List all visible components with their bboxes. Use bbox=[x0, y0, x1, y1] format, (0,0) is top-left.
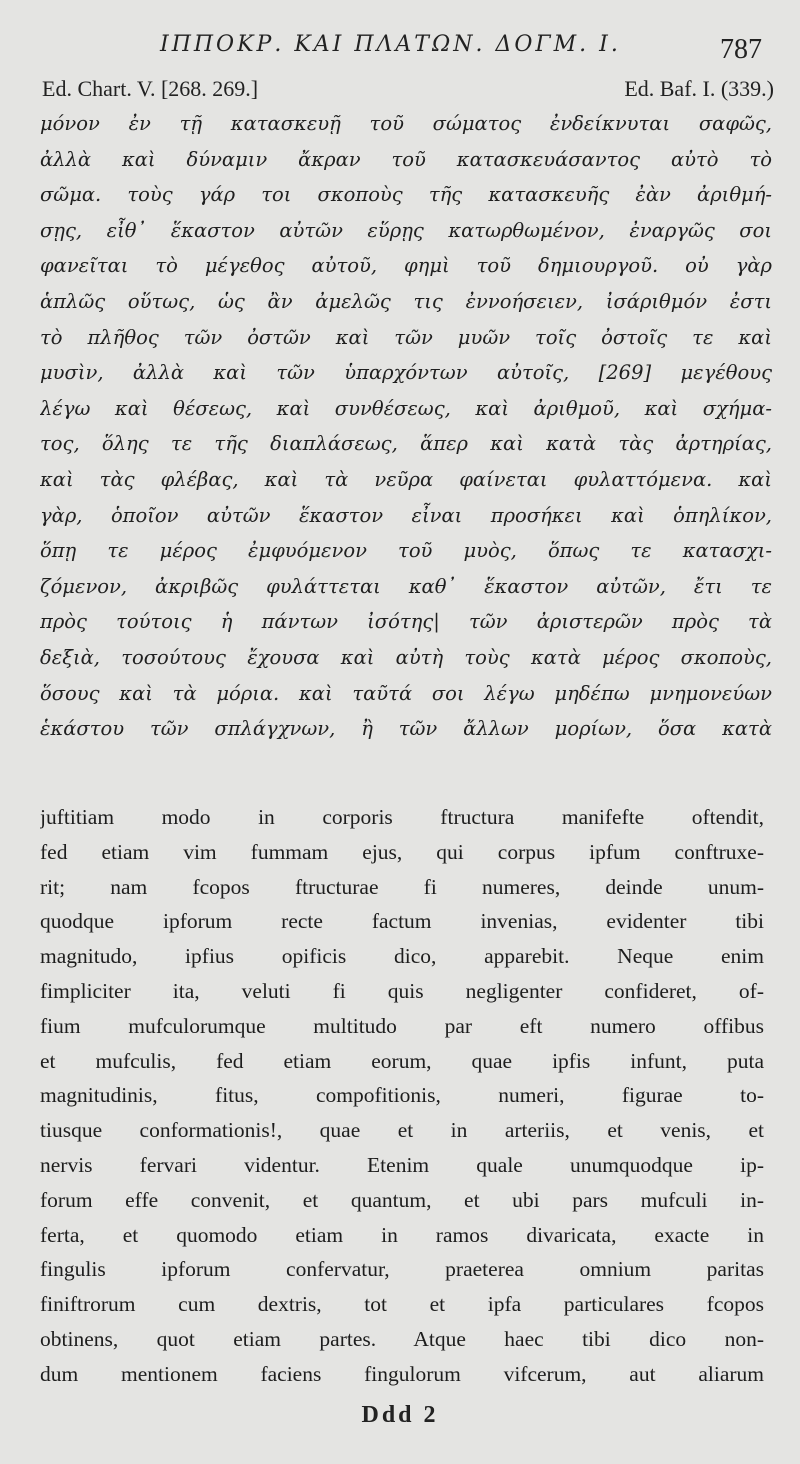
signature-mark: Ddd 2 bbox=[361, 1402, 439, 1428]
greek-text-line: ὅπῃ τε μέρος ἐμφυόμενον τοῦ μυὸς, ὅπως τε κατασχι- bbox=[40, 539, 772, 563]
greek-text-line: λέγω καὶ θέσεως, καὶ συνθέσεως, καὶ ἀριθμοῦ, καὶ σχήμα- bbox=[40, 396, 772, 420]
greek-text-line: φανεῖται τὸ μέγεθος αὐτοῦ, φημὶ τοῦ δημιουργοῦ. οὐ γὰρ bbox=[40, 254, 772, 278]
latin-text-line: nervis fervari videntur. Etenim quale unumquodque ip- bbox=[40, 1152, 764, 1177]
latin-text-line: fingulis ipforum confervatur, praeterea omnium paritas bbox=[40, 1257, 764, 1282]
latin-text-line: fed etiam vim fummam ejus, qui corpus ipfum conftruxe- bbox=[40, 839, 764, 864]
greek-text-line: δεξιὰ, τοσούτους ἔχουσα καὶ αὐτὴ τοὺς κατὰ μέρος σκοποὺς, bbox=[40, 645, 772, 669]
greek-text-line: μυσὶν, ἀλλὰ καὶ τῶν ὑπαρχόντων αὐτοῖς, [269] μεγέθους bbox=[40, 361, 772, 385]
greek-text-line: τος, ὅλης τε τῆς διαπλάσεως, ἅπερ καὶ κατὰ τὰς ἀρτηρίας, bbox=[40, 432, 772, 456]
greek-text-block bbox=[40, 106, 772, 747]
latin-text-block bbox=[40, 800, 764, 1392]
greek-text-line: ἁπλῶς οὕτως, ὡς ἂν ἀμελῶς τις ἐννοήσειεν, ἰσάριθμόν ἐστι bbox=[40, 289, 772, 313]
greek-text-line: ἀλλὰ καὶ δύναμιν ἄκραν τοῦ κατασκευάσαντος αὐτὸ τὸ bbox=[40, 147, 772, 171]
latin-text-line: quodque ipforum recte factum invenias, evidenter tibi bbox=[40, 909, 764, 934]
greek-text-line: σῃς, εἶθ᾽ ἕκαστον αὐτῶν εὕρῃς κατωρθωμένον, ἐναργῶς σοι bbox=[40, 218, 772, 242]
greek-text-line: πρὸς τούτοις ἡ πάντων ἰσότης| τῶν ἀριστερῶν πρὸς τὰ bbox=[40, 610, 772, 634]
latin-text-line: rit; nam fcopos ftructurae fi numeres, deinde unum- bbox=[40, 874, 764, 899]
latin-text-line: finiftrorum cum dextris, tot et ipfa particulares fcopos bbox=[40, 1292, 764, 1317]
latin-text-line: forum effe convenit, et quantum, et ubi pars mufculi in- bbox=[40, 1187, 764, 1212]
edition-basel-reference: Ed. Baf. I. (339.) bbox=[624, 76, 774, 101]
greek-text-line: τὸ πλῆθος τῶν ὀστῶν καὶ τῶν μυῶν τοῖς ὀστοῖς τε καὶ bbox=[40, 325, 772, 349]
edition-reference-line bbox=[42, 76, 774, 106]
edition-chartier-reference: Ed. Chart. V. [268. 269.] bbox=[42, 76, 259, 101]
greek-text-line: ἑκάστου τῶν σπλάγχνων, ἢ τῶν ἄλλων μορίων, ὅσα κατὰ bbox=[40, 717, 772, 741]
page-number: 787 bbox=[720, 34, 762, 65]
latin-text-line: tiusque conformationis!, quae et in arteriis, et venis, et bbox=[40, 1118, 764, 1143]
greek-text-line: ζόμενον, ἀκριβῶς φυλάττεται καθ᾽ ἕκαστον αὐτῶν, ἔτι τε bbox=[40, 574, 772, 598]
latin-text-line: fimpliciter ita, veluti fi quis negligenter confideret, of- bbox=[40, 978, 764, 1003]
latin-text-line: obtinens, quot etiam partes. Atque haec tibi dico non- bbox=[40, 1326, 764, 1351]
running-head bbox=[40, 28, 770, 68]
latin-text-line: et mufculis, fed etiam eorum, quae ipfis infunt, puta bbox=[40, 1048, 764, 1073]
greek-text-line: καὶ τὰς φλέβας, καὶ τὰ νεῦρα φαίνεται φυλαττόμενα. καὶ bbox=[40, 467, 772, 491]
latin-text-line: juftitiam modo in corporis ftructura manifefte oftendit, bbox=[40, 805, 764, 829]
latin-text-line: ferta, et quomodo etiam in ramos divaricata, exacte in bbox=[40, 1222, 764, 1247]
latin-text-line: fium mufculorumque multitudo par eft numero offibus bbox=[40, 1013, 764, 1038]
running-title: ΙΠΠΟΚΡ. ΚΑΙ ΠΛΑΤΩΝ. ΔΟΓΜ. Ι. bbox=[160, 32, 621, 57]
latin-text-line: magnitudinis, fitus, compofitionis, numeri, figurae to- bbox=[40, 1083, 764, 1108]
greek-text-line: μόνον ἐν τῇ κατασκευῇ τοῦ σώματος ἐνδείκνυται σαφῶς, bbox=[40, 112, 772, 135]
greek-text-line: ὅσους καὶ τὰ μόρια. καὶ ταῦτά σοι λέγω μηδέπω μνημονεύων bbox=[40, 681, 772, 705]
greek-text-line: σῶμα. τοὺς γάρ τοι σκοποὺς τῆς κατασκευῆς ἐὰν ἀριθμή- bbox=[40, 183, 772, 207]
greek-text-line: γὰρ, ὁποῖον αὐτῶν ἕκαστον εἶναι προσήκει καὶ ὁπηλίκον, bbox=[40, 503, 772, 527]
latin-text-line: dum mentionem faciens fingulorum vifcerum, aut aliarum bbox=[40, 1361, 764, 1386]
latin-text-line: magnitudo, ipfius opificis dico, apparebit. Neque enim bbox=[40, 944, 764, 969]
